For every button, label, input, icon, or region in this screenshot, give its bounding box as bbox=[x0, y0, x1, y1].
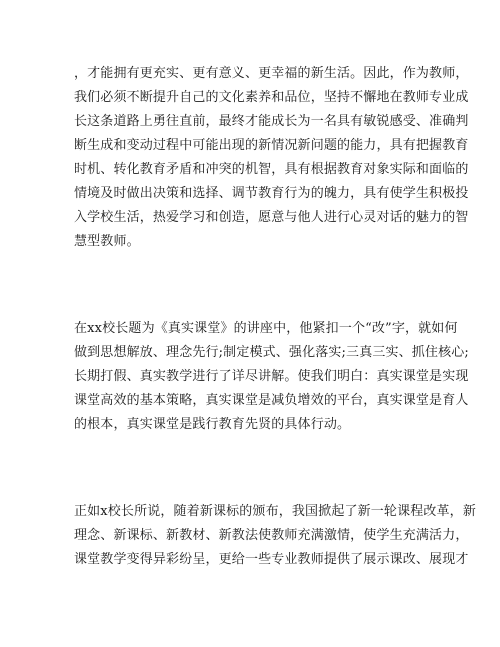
text-line: 课堂高效的基本策略，真实课堂是减负增效的平台，真实课堂是育人 bbox=[74, 393, 469, 408]
text-line: 做到思想解放、理念先行;制定模式、强化落实;三真三实、抓住核心; bbox=[74, 345, 469, 360]
text-line: 断生成和变动过程中可能出现的新情况新问题的能力，具有把握教育 bbox=[74, 138, 469, 153]
paragraph-1 bbox=[74, 62, 469, 254]
text-line: 的根本，真实课堂是践行教育先贤的具体行动。 bbox=[74, 417, 351, 432]
text-line: 理念、新课标、新教材、新教法使教师充满激情，使学生充满活力， bbox=[74, 528, 469, 543]
text-line: 我们必须不断提升自己的文化素养和品位，坚持不懈地在教师专业成 bbox=[74, 90, 469, 105]
text-line: 正如x校长所说，随着新课标的颁布，我国掀起了新一轮课程改革，新 bbox=[74, 504, 476, 519]
paragraph-2 bbox=[74, 317, 469, 437]
text-line: 慧型教师。 bbox=[74, 234, 140, 249]
text-line: 情境及时做出决策和选择、调节教育行为的魄力，具有使学生积极投 bbox=[74, 186, 469, 201]
text-line: 在xx校长题为《真实课堂》的讲座中，他紧扣一个“改”字，就如何 bbox=[74, 321, 458, 336]
text-line: 时机、转化教育矛盾和冲突的机智，具有根据教育对象实际和面临的 bbox=[74, 162, 469, 177]
text-line: 课堂教学变得异彩纷呈，更给一些专业教师提供了展示课改、展现才 bbox=[74, 552, 469, 567]
text-line: 入学校生活，热爱学习和创造，愿意与他人进行心灵对话的魅力的智 bbox=[74, 210, 469, 225]
text-line: 长这条道路上勇往直前，最终才能成长为一名具有敏锐感受、准确判 bbox=[74, 114, 469, 129]
text-line: 长期打假、真实教学进行了详尽讲解。使我们明白：真实课堂是实现 bbox=[74, 369, 469, 384]
paragraph-3 bbox=[74, 500, 476, 572]
text-line: ，才能拥有更充实、更有意义、更幸福的新生活。因此，作为教师， bbox=[74, 66, 469, 81]
